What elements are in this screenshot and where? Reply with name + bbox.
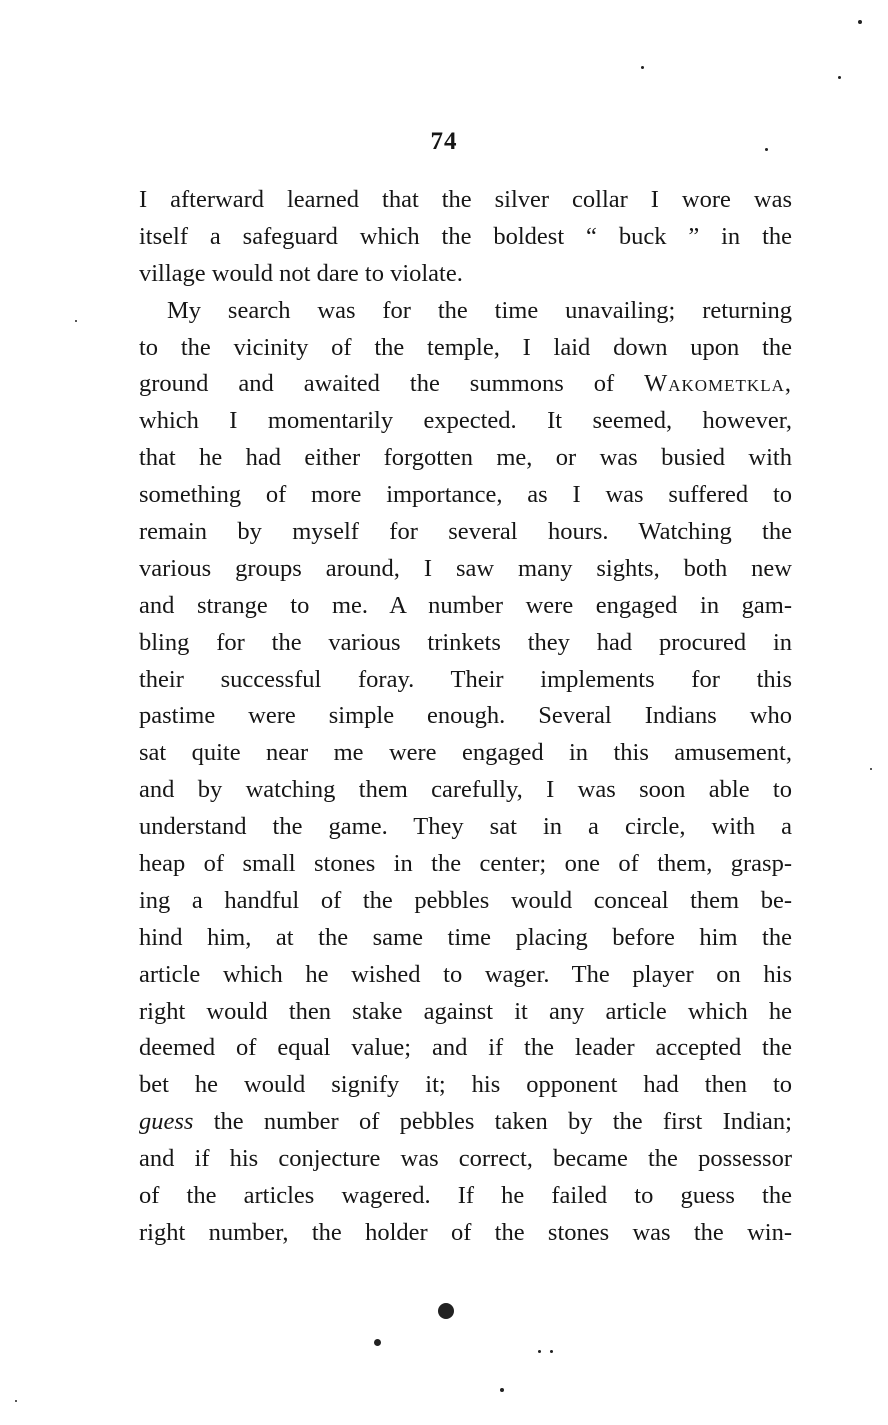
text-line: remain by myself for several hours. Watching the — [139, 518, 792, 546]
text-line-with-italic — [139, 1104, 792, 1141]
character-name: Wakometkla, — [644, 370, 792, 398]
text-line: sat quite near me were engaged in this amusement, — [139, 739, 792, 767]
text-line: heap of small stones in the center; one of them, grasp- — [139, 850, 792, 878]
ink-dot-mark — [838, 76, 841, 79]
text-line: their successful foray. Their implements for this — [139, 665, 792, 693]
ink-dot-mark — [870, 768, 872, 770]
text-line: something of more importance, as I was suffered to — [139, 481, 792, 509]
text-line: understand the game. They sat in a circle, with a — [139, 813, 792, 841]
text-line: to the vicinity of the temple, I laid down upon the — [139, 333, 792, 361]
text-line: I afterward learned that the silver collar I wore was — [139, 186, 792, 213]
text-line: deemed of equal value; and if the leader accepted the — [139, 1034, 792, 1062]
text-line: of the articles wagered. If he failed to guess the — [139, 1182, 792, 1210]
text-line: bet he would signify it; his opponent had then to — [139, 1071, 792, 1099]
italic-word: guess — [139, 1108, 194, 1136]
text-line: article which he wished to wager. The player on his — [139, 960, 792, 988]
text-line: pastime were simple enough. Several Indians who — [139, 702, 792, 730]
text-line: bling for the various trinkets they had procured in — [139, 628, 792, 656]
ink-dot-mark — [374, 1339, 381, 1346]
text-line: hind him, at the same time placing before him the — [139, 923, 792, 951]
ink-dot-mark — [15, 1400, 17, 1402]
text-line-with-name — [139, 366, 792, 403]
ink-dot-mark — [858, 20, 862, 24]
text-line: right would then stake against it any article which he — [139, 997, 792, 1025]
text-line: itself a safeguard which the boldest “ buck ” in the — [139, 222, 792, 250]
text-line-segment: ground and awaited the summons of — [139, 370, 645, 398]
text-line: village would not dare to violate. — [139, 259, 463, 287]
text-line: My search was for the time unavailing; returning — [167, 296, 792, 324]
body-text — [139, 182, 792, 1252]
text-line: which I momentarily expected. It seemed, however, — [139, 407, 792, 435]
text-line: and if his conjecture was correct, became the possessor — [139, 1145, 792, 1173]
page-number: 74 — [430, 128, 458, 155]
text-line: and strange to me. A number were engaged in gam- — [139, 591, 792, 619]
ink-dot-mark — [550, 1350, 553, 1353]
ink-dot-mark — [641, 66, 644, 69]
text-line: and by watching them carefully, I was soon able to — [139, 776, 792, 804]
text-line-segment: the number of pebbles taken by the first Indian; — [193, 1108, 792, 1136]
text-line: that he had either forgotten me, or was busied with — [139, 444, 792, 472]
ink-blot-mark — [438, 1303, 454, 1319]
ink-dot-mark — [500, 1388, 504, 1392]
ink-dot-mark — [765, 148, 768, 151]
ink-dot-mark — [75, 320, 77, 322]
text-line: ing a handful of the pebbles would conceal them be- — [139, 886, 792, 914]
text-line: right number, the holder of the stones was the win- — [139, 1218, 792, 1246]
ink-dot-mark — [538, 1350, 541, 1353]
text-line: various groups around, I saw many sights, both new — [139, 554, 792, 582]
